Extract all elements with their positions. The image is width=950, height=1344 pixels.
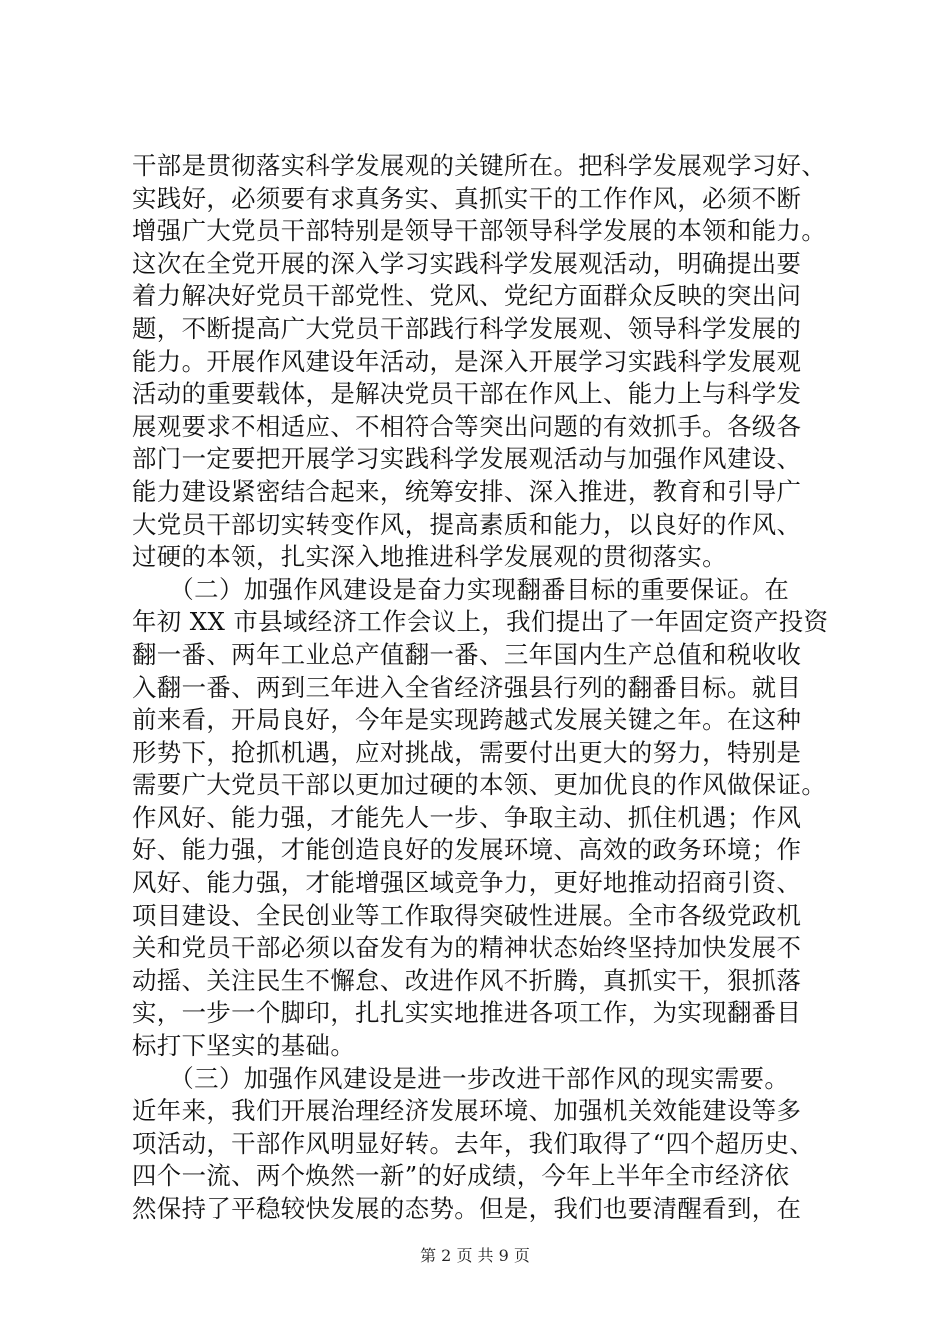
text-line: 能力建设紧密结合起来，统筹安排、深入推进，教育和引导广 [132, 476, 802, 506]
text-line: 活动的重要载体，是解决党员干部在作风上、能力上与科学发 [132, 379, 802, 409]
page-number-footer: 第 2 页 共 9 页 [420, 1246, 530, 1265]
text-line: 关和党员干部必须以奋发有为的精神状态始终坚持加快发展不 [132, 933, 802, 963]
text-line: 大党员干部切实转变作风，提高素质和能力，以良好的作风、 [132, 509, 802, 539]
text-line: 实践好，必须要有求真务实、真抓实干的工作作风，必须不断 [132, 183, 802, 213]
text-line: 然保持了平稳较快发展的态势。但是，我们也要清醒看到，在 [132, 1194, 802, 1223]
text-line: 增强广大党员干部特别是领导干部领导科学发展的本领和能力。 [132, 216, 827, 246]
text-line: 翻一番、两年工业总产值翻一番、三年国内生产总值和税收收 [132, 639, 802, 669]
text-line: 作风好、能力强，才能先人一步、争取主动、抓住机遇；作风 [132, 802, 802, 832]
text-line: 形势下，抢抓机遇，应对挑战，需要付出更大的努力，特别是 [132, 737, 802, 767]
text-line: 年初 XX 市县域经济工作会议上，我们提出了一年固定资产投资 [132, 607, 829, 637]
text-line: 项活动，干部作风明显好转。去年，我们取得了“四个超历史、 [132, 1128, 815, 1158]
text-line: 着力解决好党员干部党性、党风、党纪方面群众反映的突出问 [132, 281, 802, 311]
text-line: 四个一流、两个焕然一新”的好成绩，今年上半年全市经济依 [132, 1161, 790, 1191]
paragraph-start-line: （二）加强作风建设是奋力实现翻番目标的重要保证。在 [132, 574, 790, 604]
text-line: 实，一步一个脚印，扎扎实实地推进各项工作，为实现翻番目 [132, 998, 802, 1028]
text-line: 标打下坚实的基础。 [132, 1031, 356, 1061]
document-body [132, 150, 832, 1226]
text-line: 入翻一番、两到三年进入全省经济强县行列的翻番目标。就目 [132, 672, 802, 702]
text-line: 干部是贯彻落实科学发展观的关键所在。把科学发展观学习好、 [132, 151, 827, 180]
text-line: 动摇、关注民生不懈怠、改进作风不折腾，真抓实干，狠抓落 [132, 965, 802, 995]
text-line: 需要广大党员干部以更加过硬的本领、更加优良的作风做保证。 [132, 770, 827, 800]
text-line: 能力。开展作风建设年活动，是深入开展学习实践科学发展观 [132, 346, 802, 376]
text-line: 过硬的本领，扎实深入地推进科学发展观的贯彻落实。 [132, 542, 727, 572]
text-line: 这次在全党开展的深入学习实践科学发展观活动，明确提出要 [132, 248, 802, 278]
text-line: 部门一定要把开展学习实践科学发展观活动与加强作风建设、 [132, 444, 802, 474]
text-line: 好、能力强，才能创造良好的发展环境、高效的政务环境；作 [132, 835, 802, 865]
paragraph-start-line: （三）加强作风建设是进一步改进干部作风的现实需要。 [132, 1063, 790, 1093]
text-line: 风好、能力强，才能增强区域竞争力，更好地推动招商引资、 [132, 868, 802, 898]
text-line: 近年来，我们开展治理经济发展环境、加强机关效能建设等多 [132, 1096, 802, 1126]
text-line: 展观要求不相适应、不相符合等突出问题的有效抓手。各级各 [132, 411, 802, 441]
text-line: 题，不断提高广大党员干部践行科学发展观、领导科学发展的 [132, 313, 802, 343]
text-line: 前来看，开局良好，今年是实现跨越式发展关键之年。在这种 [132, 705, 802, 735]
text-line: 项目建设、全民创业等工作取得突破性进展。全市各级党政机 [132, 900, 802, 930]
